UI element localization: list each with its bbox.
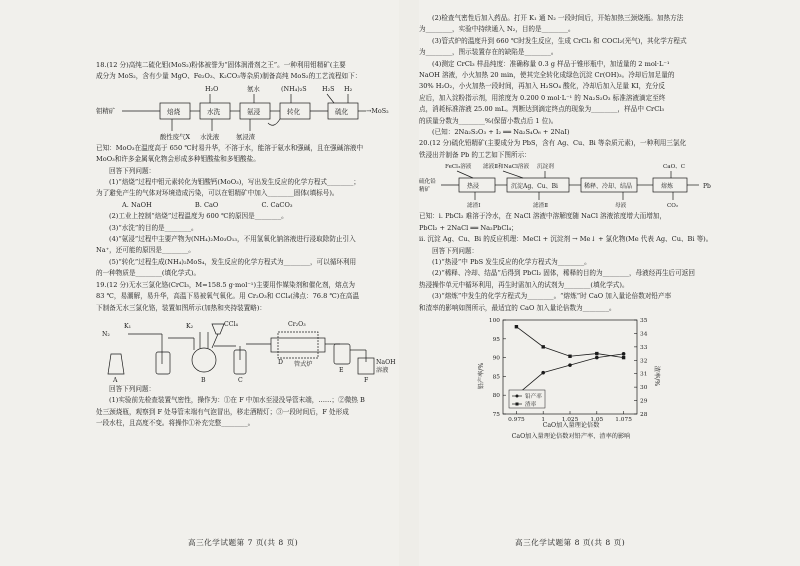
chart-x-tick-label: 0.975 bbox=[508, 416, 525, 423]
q18-reagent-water: H₂O bbox=[205, 84, 219, 93]
chart-y-left-tick-label: 90 bbox=[492, 355, 500, 362]
q20-flow-diagram bbox=[419, 161, 723, 211]
chart-x-tick-label: 1.075 bbox=[615, 416, 632, 423]
chart-y-left-tick-label: 80 bbox=[492, 393, 500, 400]
q18-input-label: 钼精矿 bbox=[96, 106, 116, 115]
chart-x-tick-label: 1 bbox=[541, 416, 546, 423]
q18-reagent-nh4s: (NH₄)₂S bbox=[281, 84, 307, 93]
q19-intro-3: 下制备无水三氯化铬，装置如图所示(加热和夹持装置略)： bbox=[96, 303, 266, 312]
q19-naoh-label: NaOH bbox=[376, 358, 396, 366]
q18-info-2: MoO₃和许多金属氧化物会形成多种钼酸盐和多钼酸盐。 bbox=[96, 155, 260, 164]
q19-cont-8: 应后，加入淀粉指示剂，用浓度为 0.200 0 mol·L⁻¹ 的 Na₂S₂O₃ 标准溶液滴定至终 bbox=[419, 93, 666, 102]
q19-cont-4: 为________，图示装置存在的缺陷是________。 bbox=[419, 48, 558, 57]
q18-reagent-h2: H₂ bbox=[344, 84, 353, 93]
q19-sub1a: (1)实验前先检查装置气密性，操作为：①在 F 中加水至浸没导管末端，……；②微热 B bbox=[109, 396, 365, 405]
chart-point-slag-rate bbox=[515, 325, 518, 328]
q20-info-3: ii. 沉淀 Ag、Cu、Bi 的反应机理：MeCl + 沉淀剂 → Me↓ + 氯化物(Me 代表 Ag、Cu、Bi 等)。 bbox=[419, 235, 713, 244]
q19-cont-1: (2)检查气密性后加入药品。打开 K₁ 通 N₂ 一段时间后，开始加热三颈烧瓶。加热方法 bbox=[432, 14, 684, 22]
chart-ylabel-left: 铅产率/% bbox=[478, 362, 485, 390]
q18-flow-svg bbox=[96, 83, 398, 143]
q19-tube-furnace-label: 管式炉 bbox=[294, 360, 313, 368]
left-page bbox=[96, 60, 398, 430]
q18-waste-gas: 酸性废气X bbox=[160, 132, 191, 141]
chart-y-right-tick-label: 33 bbox=[640, 344, 648, 351]
q19-intro-1: 19.(12 分)无水三氯化铬(CrCl₃，M=158.5 g·mol⁻¹)主要用作媒染剂和催化剂，熔点为 bbox=[96, 280, 355, 289]
q19-solution-label: 溶液 bbox=[376, 366, 389, 374]
q18-waste-wash: 水洗液 bbox=[200, 132, 220, 141]
footer-right: 高三化学试题第 8 页(共 8 页) bbox=[515, 538, 626, 547]
q20-sub2a: (2)“稀释、冷却、结晶”后得到 PbCl₂ 固体，稀释的目的为________，母液经再生后可返回 bbox=[432, 269, 695, 278]
q20-sub1: (1)“热浸”中 PbS 发生反应的化学方程式为________。 bbox=[432, 257, 591, 266]
q19-apparatus-figure bbox=[96, 314, 398, 384]
q20-below-residue2: 滤渣Ⅱ bbox=[533, 203, 548, 210]
q20-sub2b: 热浸操作单元中循环利用，再生时需加入的试剂为________(填化学式)。 bbox=[419, 280, 629, 289]
chart-series-line-slag-rate bbox=[516, 327, 623, 358]
q20-below-co2: CO₂ bbox=[667, 203, 679, 210]
chart-point-slag-rate bbox=[595, 352, 598, 355]
chart-point-lead-yield bbox=[568, 363, 572, 367]
q18-intro-line-1: 18.(12 分)高纯二硫化钼(MoS₂)粉体被誉为“固体润滑剂之王”。一种利用钼精矿(主要 bbox=[96, 61, 346, 69]
q19-valve-k2: K₂ bbox=[186, 322, 194, 330]
q20-chart-svg bbox=[419, 314, 723, 440]
q18-output-label: →MoS₂ bbox=[366, 106, 389, 115]
q20-top-cao-c: CaO、C bbox=[663, 164, 686, 171]
q19-intro-2: 83 ℃，易潮解，易升华，高温下易被氧气氧化。用 Cr₂O₃和 CCl₄(沸点：76.8 ℃)在高温 bbox=[96, 292, 360, 301]
q19-label-d: D bbox=[278, 358, 283, 366]
chart-point-lead-yield bbox=[595, 356, 599, 360]
chart-y-left-tick-label: 75 bbox=[492, 411, 500, 418]
q19-cont-2: 为________，实验中持续通入 N₂，目的是________。 bbox=[419, 25, 575, 34]
chart-point-slag-rate bbox=[542, 345, 545, 348]
chart-y-left-tick-label: 95 bbox=[492, 336, 500, 343]
q18-sub5a: (5)“转化”过程生成(NH₄)₂MoS₄，发生反应的化学方程式为________，可以循环利用 bbox=[109, 257, 357, 266]
q18-option-b: B. CaO bbox=[194, 200, 219, 209]
q20-below-residue1: 滤渣Ⅰ bbox=[467, 203, 481, 210]
q19-cont-3: (3)管式炉的温度升到 660 ℃时发生反应，生成 CrCl₃ 和 COCl₂(光气)，其化学方程式 bbox=[432, 36, 687, 45]
chart-y-right-tick-label: 34 bbox=[640, 331, 648, 338]
chart-y-left-tick-label: 100 bbox=[488, 317, 500, 324]
q19-ccl4-label: CCl₄ bbox=[224, 320, 238, 328]
q18-reagent-ammonia: 氨水 bbox=[247, 84, 260, 93]
q18-sub3: (3)“水洗”的目的是________。 bbox=[109, 223, 198, 232]
q20-answer-prompt: 回答下列问题： bbox=[432, 246, 479, 255]
q18-option-c: C. CaCO₃ bbox=[261, 200, 293, 209]
q20-top-precipitant: 沉淀剂 bbox=[537, 164, 554, 171]
chart-point-slag-rate bbox=[622, 356, 625, 359]
q19-sub1b: 处三颈烧瓶，观察到 F 处导管末端有气泡冒出，移走酒精灯；③一段时间后，F 处形成 bbox=[96, 407, 349, 416]
chart-x-tick-label: 1.025 bbox=[561, 416, 579, 423]
q19-cont-11: (已知：2Na₂S₂O₃ + I₂ ══ Na₂S₄O₆ + 2NaI) bbox=[432, 128, 570, 137]
q18-sub5b: 的一种物质是________(填化学式)。 bbox=[96, 269, 201, 278]
q19-label-e: E bbox=[339, 366, 344, 374]
q18-step-ammonia-leach: 氨浸 bbox=[247, 107, 261, 116]
chart-legend-label: 渣率 bbox=[525, 401, 537, 408]
q19-label-f: F bbox=[364, 376, 369, 384]
q20-sub3b: 和渣率的影响如图所示，最适宜的 CaO 加入量论倍数为________。 bbox=[419, 303, 616, 312]
chart-ylabel-right: 渣率/% bbox=[653, 365, 660, 387]
chart-y-right-tick-label: 32 bbox=[640, 358, 648, 365]
chart-point-lead-yield bbox=[541, 371, 545, 375]
right-page bbox=[419, 13, 723, 440]
q19-cont-7: 30% H₂O₂，小火加热一段时间，再加入 H₂SO₄ 酸化，冷却后加入足量 KI，充分反 bbox=[419, 82, 666, 91]
q19-cr2o3-label: Cr₂O₃ bbox=[288, 320, 306, 328]
q20-below-mother-liquor: 母液 bbox=[615, 203, 627, 210]
q20-step-smelt: 熔炼 bbox=[661, 183, 674, 191]
q18-answer-prompt: 回答下列问题： bbox=[109, 166, 156, 175]
q18-option-a: A. NaOH bbox=[122, 200, 152, 209]
q19-cont-9: 点，消耗标准溶液 25.00 mL。判断达到滴定终点的现象为________，样品中 CrCl₃ bbox=[419, 105, 665, 114]
q20-top-fecl3: FeCl₃溶液 bbox=[445, 164, 472, 171]
q20-input-line1: 硫化铅 bbox=[419, 179, 436, 186]
q20-top-filtrate: 滤液Ⅱ和NaCl溶液 bbox=[483, 164, 530, 171]
q18-flow-diagram bbox=[96, 83, 398, 143]
q18-waste-residue: 氨浸渣 bbox=[236, 132, 256, 141]
q20-product-pb: Pb bbox=[703, 183, 711, 191]
chart-legend-marker-slag-rate bbox=[516, 402, 519, 405]
q20-info-1: 已知：i. PbCl₂ 难溶于冷水，在 NaCl 溶液中溶解度随 NaCl 溶液浓度增大而增加， bbox=[419, 212, 666, 221]
q18-sub4b: Na⁺，还可能的原因是________。 bbox=[96, 246, 195, 255]
chart-y-right-tick-label: 30 bbox=[640, 385, 648, 392]
q19-cont-5: (4)测定 CrCl₃ 样品纯度：准确称量 0.3 g 样品于锥形瓶中，加适量的 2 mol·L⁻¹ bbox=[432, 59, 670, 68]
chart-y-left-tick-label: 85 bbox=[492, 374, 500, 381]
q19-cont-10: 的质量分数为________%(保留小数点后 1 位)。 bbox=[419, 116, 558, 125]
q18-sub1: (1)“焙烧”过程中钼元素转化为钼酸钙(MoO₃)，写出发生反应的化学方程式________； bbox=[109, 178, 360, 187]
chart-y-right-tick-label: 31 bbox=[640, 371, 648, 378]
q19-valve-k1: K₁ bbox=[124, 322, 132, 330]
chart-title: CaO加入量理论倍数对铅产率、渣率的影响 bbox=[511, 432, 631, 440]
q20-input-line2: 精矿 bbox=[419, 187, 431, 194]
q18-step-wash: 水洗 bbox=[207, 107, 221, 116]
q19-label-c: C bbox=[238, 376, 243, 384]
q19-label-b: B bbox=[201, 376, 206, 384]
chart-xlabel: CaO加入量理论倍数 bbox=[542, 421, 600, 429]
chart-y-right-tick-label: 28 bbox=[640, 411, 648, 418]
chart-point-slag-rate bbox=[568, 354, 571, 357]
q18-sub2: (2)工业上控制“焙烧”过程温度为 600 ℃的原因是________。 bbox=[109, 212, 288, 221]
q20-chart bbox=[419, 314, 723, 440]
q19-answer-prompt: 回答下列问题： bbox=[109, 384, 156, 393]
q19-apparatus-svg bbox=[96, 314, 398, 384]
q20-info-2: PbCl₂ + 2NaCl ══ Na₂PbCl₄； bbox=[419, 223, 518, 232]
q20-intro-2: 铁浸出并制备 Pb 的工艺如下图所示： bbox=[419, 150, 531, 159]
chart-y-right-tick-label: 29 bbox=[640, 398, 648, 405]
q18-reagent-h2s: H₂S bbox=[322, 84, 335, 93]
q18-step-convert: 转化 bbox=[287, 107, 301, 116]
q20-flow-svg bbox=[419, 161, 723, 211]
q18-info-1: 已知：MoO₃在温度高于 650 ℃时易升华，不溶于水，能溶于氨水和强碱，且在强碱溶液中 bbox=[96, 143, 364, 152]
q19-gas-n2: N₂ bbox=[102, 330, 110, 338]
chart-legend-marker-lead-yield bbox=[516, 394, 519, 397]
footer-left: 高三化学试题第 7 页(共 8 页) bbox=[188, 538, 299, 547]
q18-intro-line-2: 成分为 MoS₂，含有少量 MgO、Fe₂O₃、K₂CO₃等杂质)制备高纯 MoS₂的工艺流程如下： bbox=[96, 72, 362, 81]
q18-step-sulfurize: 硫化 bbox=[335, 107, 349, 116]
q20-step-dilute-crystallize: 稀释、冷却、结晶 bbox=[584, 183, 633, 191]
chart-x-tick-label: 1.05 bbox=[590, 416, 604, 423]
q19-cont-6: NaOH 溶液，小火加热 20 min，使其完全转化成绿色沉淀 Cr(OH)₃。冷却后加足量的 bbox=[419, 71, 675, 80]
q20-sub3a: (3)“熔炼”中发生的化学方程式为________。“熔炼”时 CaO 加入量论倍数对铅产率 bbox=[432, 292, 672, 301]
page-gutter bbox=[399, 0, 419, 566]
q20-step-precipitate: 沉淀Ag、Cu、Bi bbox=[511, 183, 558, 191]
q19-sub1c: 一段水柱，且高度不变。将操作①补充完整________。 bbox=[96, 419, 255, 428]
q20-step-hot-leach: 热浸 bbox=[467, 183, 480, 191]
chart-legend-label: 铅产率 bbox=[525, 393, 542, 400]
chart-point-lead-yield bbox=[622, 352, 626, 356]
q19-label-a: A bbox=[113, 376, 118, 384]
chart-y-right-tick-label: 35 bbox=[640, 317, 648, 324]
q18-step-roast: 焙烧 bbox=[167, 107, 181, 116]
chart-series-line-lead-yield bbox=[516, 354, 623, 395]
q18-sub4a: (4)“氨浸”过程中主要产物为(NH₄)₂Mo₃O₁₃，不用氢氧化钠溶液进行浸取除防止引入 bbox=[109, 235, 356, 244]
q18-sub1b: 为了避免产生的气体对环境造成污染，可以在钼精矿中加入________固体(填标号)。 bbox=[96, 189, 339, 198]
q18-sub1-options bbox=[96, 200, 398, 211]
q20-intro-1: 20.(12 分)硫化铅精矿(主要成分为 PbS，含有 Ag、Cu、Bi 等杂质元素)，一种利用三氯化 bbox=[419, 139, 687, 148]
